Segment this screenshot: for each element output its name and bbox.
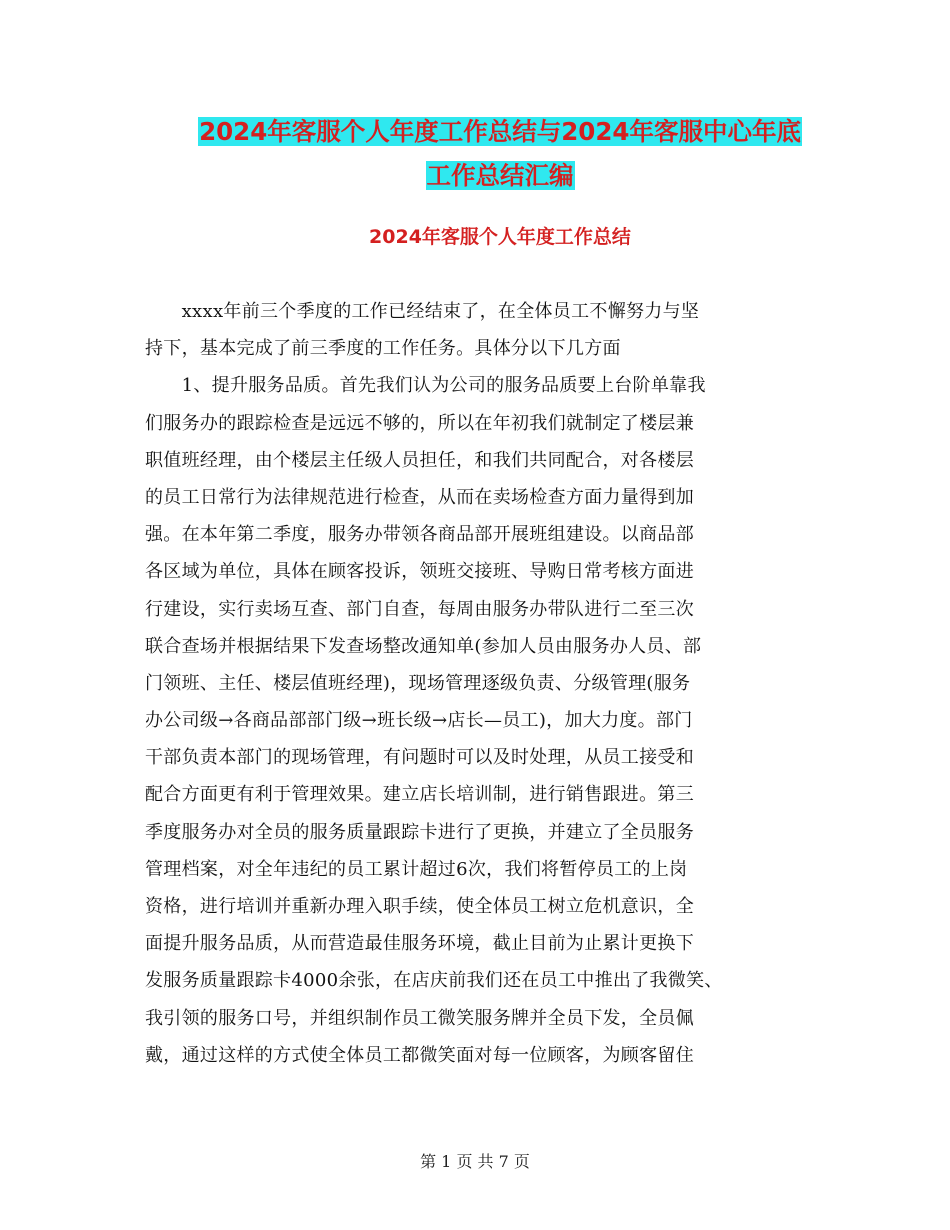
body-text bbox=[145, 293, 825, 1074]
body-line: xxxx年前三个季度的工作已经结束了，在全体员工不懈努力与坚 bbox=[145, 301, 700, 322]
body-line: 持下，基本完成了前三季度的工作任务。具体分以下几方面 bbox=[145, 338, 621, 360]
body-line: 资格，进行培训并重新办理入职手续，使全体员工树立危机意识，全 bbox=[145, 896, 694, 917]
body-line: 们服务办的跟踪检查是远远不够的，所以在年初我们就制定了楼层兼 bbox=[145, 412, 694, 434]
body-line: 配合方面更有利于管理效果。建立店长培训制，进行销售跟进。第三 bbox=[145, 784, 694, 806]
document-title-line-2: 工作总结汇编 bbox=[426, 161, 574, 190]
body-line: 管理档案，对全年违纪的员工累计超过6次，我们将暂停员工的上岗 bbox=[145, 858, 688, 880]
body-line: 我引领的服务口号，并组织制作员工微笑服务牌并全员下发，全员佩 bbox=[145, 1007, 694, 1029]
body-line: 强。在本年第二季度，服务办带领各商品部开展班组建设。以商品部 bbox=[145, 524, 694, 546]
document-title bbox=[140, 110, 860, 198]
body-line: 办公司级→各商品部部门级→班长级→店长—员工)，加大力度。部门 bbox=[145, 710, 693, 732]
body-line: 各区域为单位，具体在顾客投诉，领班交接班、导购日常考核方面进 bbox=[145, 561, 694, 583]
body-line: 戴，通过这样的方式使全体员工都微笑面对每一位顾客，为顾客留住 bbox=[145, 1044, 694, 1066]
document-title-line-1: 2024年客服个人年度工作总结与2024年客服中心年底 bbox=[199, 117, 801, 146]
body-line: 1、提升服务品质。首先我们认为公司的服务品质要上台阶单靠我 bbox=[145, 375, 706, 397]
body-line: 行建设，实行卖场互查、部门自查，每周由服务办带队进行二至三次 bbox=[145, 598, 694, 620]
body-line: 联合查场并根据结果下发查场整改通知单(参加人员由服务办人员、部 bbox=[145, 635, 702, 657]
section-title: 2024年客服个人年度工作总结 bbox=[369, 226, 631, 248]
body-line: 干部负责本部门的现场管理，有问题时可以及时处理，从员工接受和 bbox=[145, 747, 694, 769]
body-line: 季度服务办对全员的服务质量跟踪卡进行了更换，并建立了全员服务 bbox=[145, 821, 694, 843]
body-line: 面提升服务品质，从而营造最佳服务环境，截止目前为止累计更换下 bbox=[145, 933, 694, 955]
body-line: 的员工日常行为法律规范进行检查，从而在卖场检查方面力量得到加 bbox=[145, 486, 694, 508]
body-line: 门领班、主任、楼层值班经理)，现场管理逐级负责、分级管理(服务 bbox=[145, 672, 691, 694]
page-footer: 第 1 页 共 7 页 bbox=[420, 1152, 530, 1171]
body-line: 职值班经理，由个楼层主任级人员担任，和我们共同配合，对各楼层 bbox=[145, 449, 694, 471]
body-line: 发服务质量跟踪卡4000余张，在店庆前我们还在员工中推出了我微笑、 bbox=[145, 970, 723, 992]
